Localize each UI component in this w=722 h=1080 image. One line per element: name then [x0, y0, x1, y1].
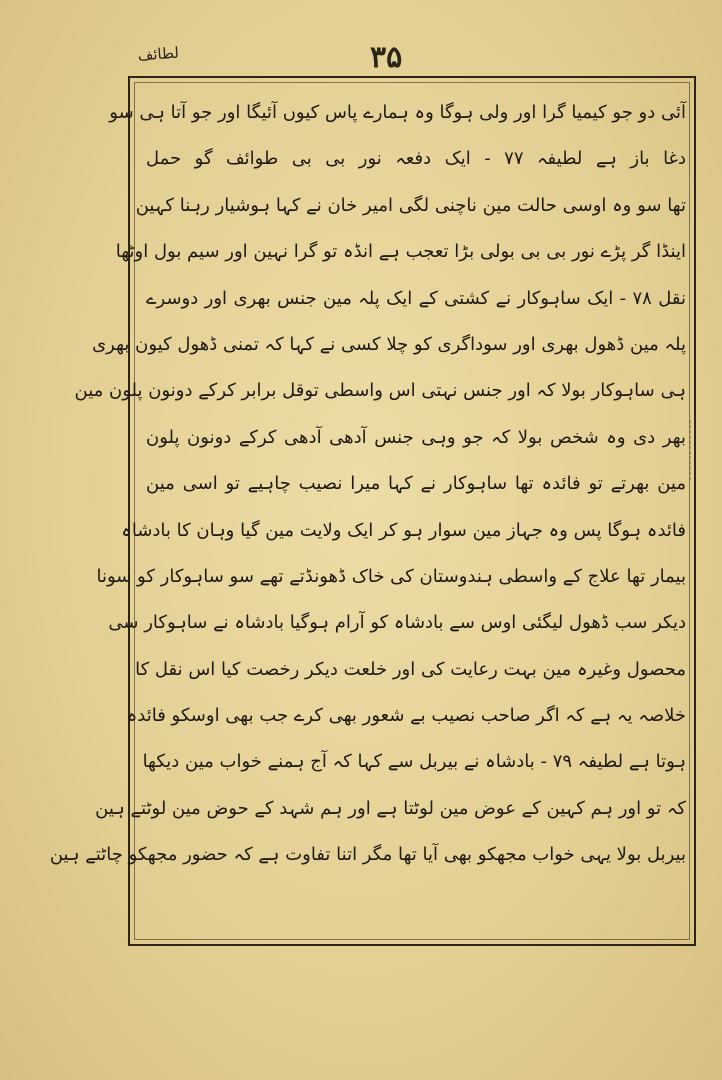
text-line: مین بھرتے تو فائدہ تھا ساہوکار نے کہا میرا نصیب چاہیے تو اسی مین	[146, 473, 686, 495]
page-body-text	[49, 90, 686, 879]
text-line: اینڈا گر پڑے نور بی بی بولی بڑا تعجب ہے انڈہ تو گرا نہین اور سیم بول اوٹھا	[115, 241, 686, 263]
text-line: محصول وغیرہ مین بہت رعایت کی اور خلعت دیکر رخصت کیا اس نقل کا	[135, 658, 686, 680]
text-line: بیربل بولا یہی خواب مجھکو بھی آیا تھا مگر اتنا تفاوت ہے کہ حضور مجھکو چاٹتے ہین	[49, 844, 686, 866]
text-line: آئی دو جو کیمیا گرا اور ولی ہوگا وہ ہمارے پاس کیوں آئیگا اور جو آتا ہی سو	[109, 102, 686, 123]
text-line: دیکر سب ڈھول لیگئی اوس سے بادشاہ کو آرام ہوگیا بادشاہ نے ساہوکار سی	[108, 612, 686, 634]
binding-crease	[690, 420, 701, 480]
page-number: ۳۵	[370, 40, 403, 75]
text-line: نقل ۷۸ - ایک ساہوکار نے کشتی کے ایک پلہ مین جنس بھری اور دوسرے	[146, 287, 686, 309]
text-line: خلاصہ یہ ہے کہ اگر صاحب نصیب بے شعور بھی کرے جب بھی اوسکو فائدہ	[126, 705, 686, 727]
text-line: کہ تو اور ہم کہین کے عوض مین لوٹتا ہے اور ہم شہد کے حوض مین لوٹتے ہین	[95, 797, 686, 819]
text-line: بھر دی وہ شخص بولا کہ جو وہی جنس آدھی آدھی کرکے دونون پلون	[146, 426, 686, 448]
text-line: تھا سو وہ اوسی حالت مین ناچنی لگی امیر خان نے کہا ہوشیار رہنا کہین	[135, 194, 686, 216]
running-header-title: لطائف	[137, 43, 180, 65]
text-line: ہوتا ہے لطیفہ ۷۹ - بادشاہ نے بیربل سے کہا کہ آج ہمنے خواب مین دیکھا	[142, 751, 686, 773]
text-line: دغا باز ہے لطیفہ ۷۷ - ایک دفعہ نور بی بی طوائف گو حمل	[146, 148, 686, 170]
text-line: پلہ مین ڈھول بھری اور سوداگری کو چلا کسی نے کہا کہ تمنی ڈھول کیون بھری	[92, 333, 686, 355]
text-line: بیمار تھا علاج کے واسطی ہندوستان کی خاک ڈھونڈتے تھے سو ساہوکار کو سونا	[96, 565, 686, 587]
text-line: ہی ساہوکار بولا کہ اور جنس نہتی اس واسطی توقل برابر کرکے دونون پلون مین	[74, 380, 686, 402]
text-line: فائدہ ہوگا پس وہ جہاز مین سوار ہو کر ایک ولایت مین گیا وہان کا بادشاہ	[121, 519, 686, 541]
